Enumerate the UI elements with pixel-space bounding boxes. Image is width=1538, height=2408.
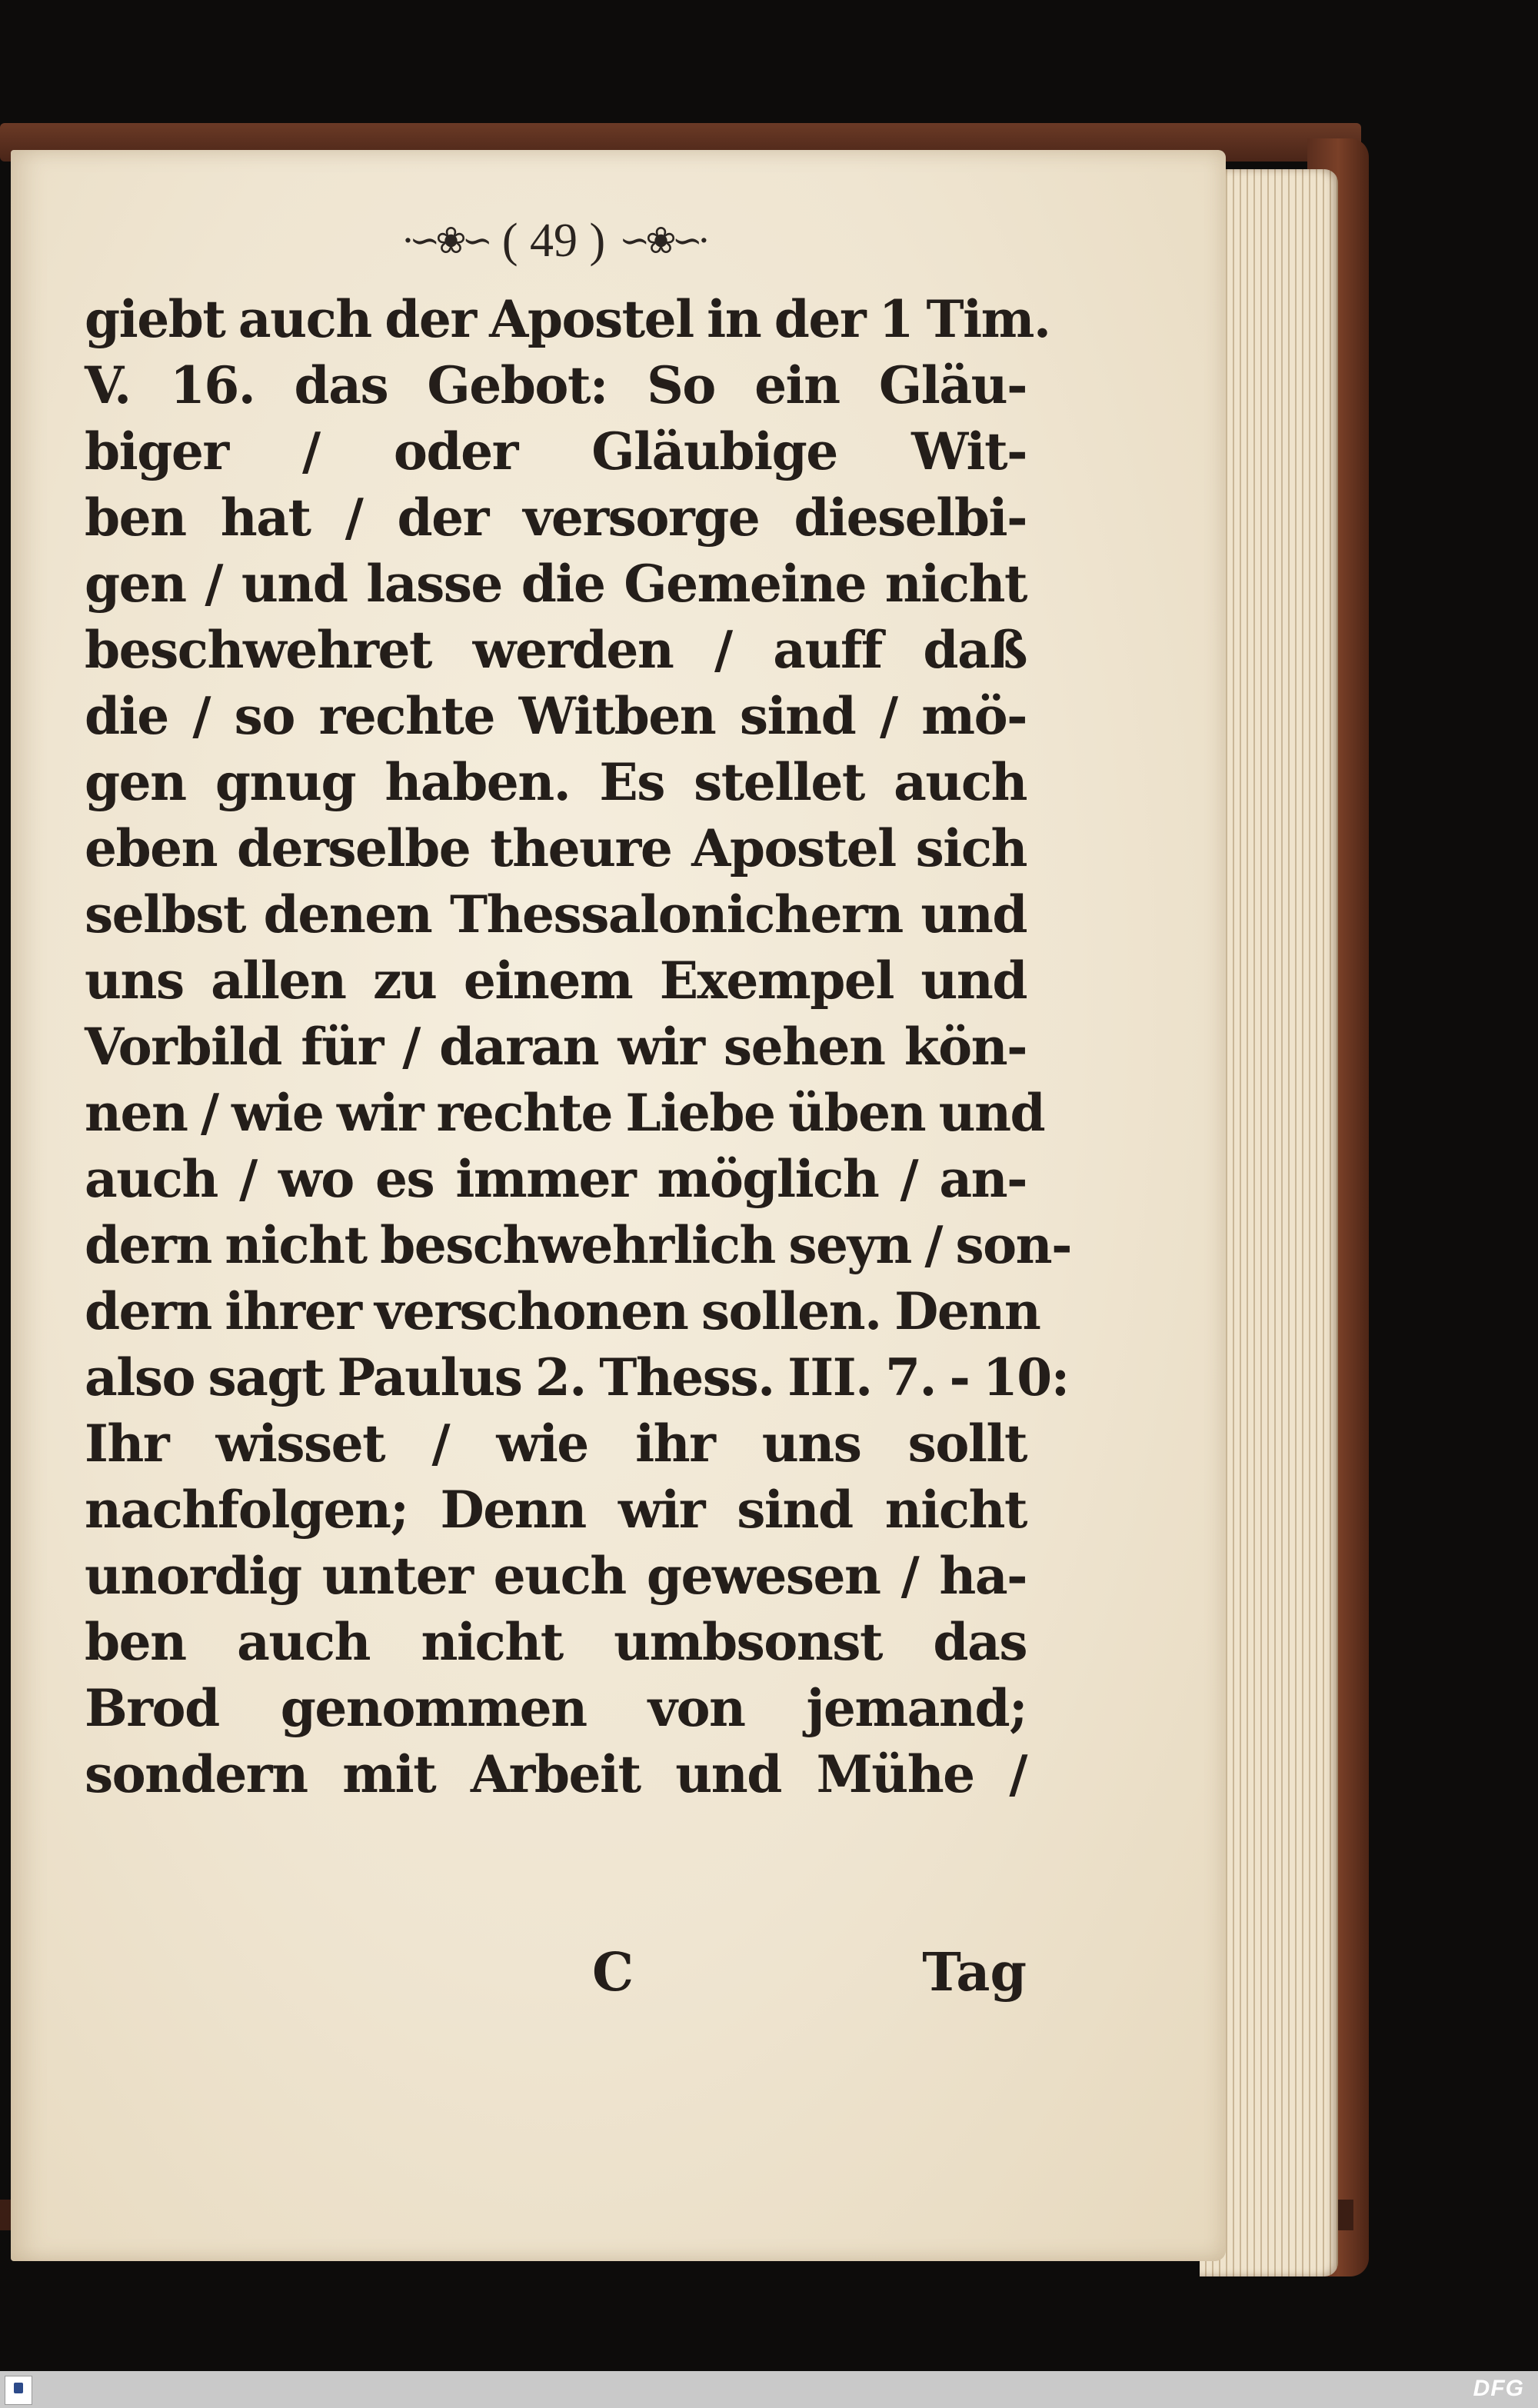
- page-number: ( 49 ): [501, 214, 606, 267]
- text-line: ben auch nicht umbsonst das: [85, 1612, 1027, 1672]
- text-line: beschwehret werden / auff daß: [85, 620, 1027, 680]
- text-line: ben hat / der versorge dieselbi-: [85, 488, 1027, 548]
- header-ornament-left: ·∽❀∽: [401, 219, 488, 262]
- text-line: unordig unter euch gewesen / ha-: [85, 1546, 1027, 1606]
- text-line: Ihr wisset / wie ihr uns sollt: [85, 1414, 1027, 1474]
- text-line: gen gnug haben. Es stellet auch: [85, 752, 1027, 812]
- text-line: gen / und lasse die Gemeine nicht: [85, 554, 1027, 614]
- text-line: biger / oder Gläubige Wit-: [85, 421, 1027, 481]
- text-line: giebt auch der Apostel in der 1 Tim.: [85, 289, 1050, 349]
- text-line: nen / wie wir rechte Liebe üben und: [85, 1083, 1045, 1143]
- text-line: also sagt Paulus 2. Thess. III. 7. - 10:: [85, 1347, 1069, 1407]
- catchword: Tag: [922, 1942, 1027, 2003]
- text-line: dern ihrer verschonen sollen. Denn: [85, 1281, 1040, 1341]
- text-line: sondern mit Arbeit und Mühe /: [85, 1744, 1027, 1804]
- dfg-logo[interactable]: DFG: [1473, 2376, 1524, 2401]
- page-footer: [85, 1942, 1027, 2011]
- text-line: V. 16. das Gebot: So ein Gläu-: [85, 355, 1027, 415]
- text-line: dern nicht beschwehrlich seyn / son-: [85, 1215, 1071, 1275]
- text-line: Vorbild für / daran wir sehen kön-: [85, 1017, 1027, 1077]
- text-line: die / so rechte Witben sind / mö-: [85, 686, 1027, 746]
- text-line: auch / wo es immer möglich / an-: [85, 1149, 1027, 1209]
- library-logo-icon[interactable]: [5, 2376, 32, 2405]
- text-line: uns allen zu einem Exempel und: [85, 951, 1027, 1011]
- text-line: eben derselbe theure Apostel sich: [85, 818, 1027, 878]
- text-line: nachfolgen; Denn wir sind nicht: [85, 1480, 1027, 1540]
- signature-mark: C: [592, 1942, 634, 2003]
- viewer-footer-bar: [0, 2371, 1538, 2408]
- header-ornament-right: ∽❀∽·: [619, 219, 706, 262]
- page-header: [338, 206, 769, 275]
- text-line: Brod genommen von jemand;: [85, 1678, 1027, 1738]
- body-text: [85, 286, 1071, 1807]
- text-line: selbst denen Thessalonichern und: [85, 884, 1027, 944]
